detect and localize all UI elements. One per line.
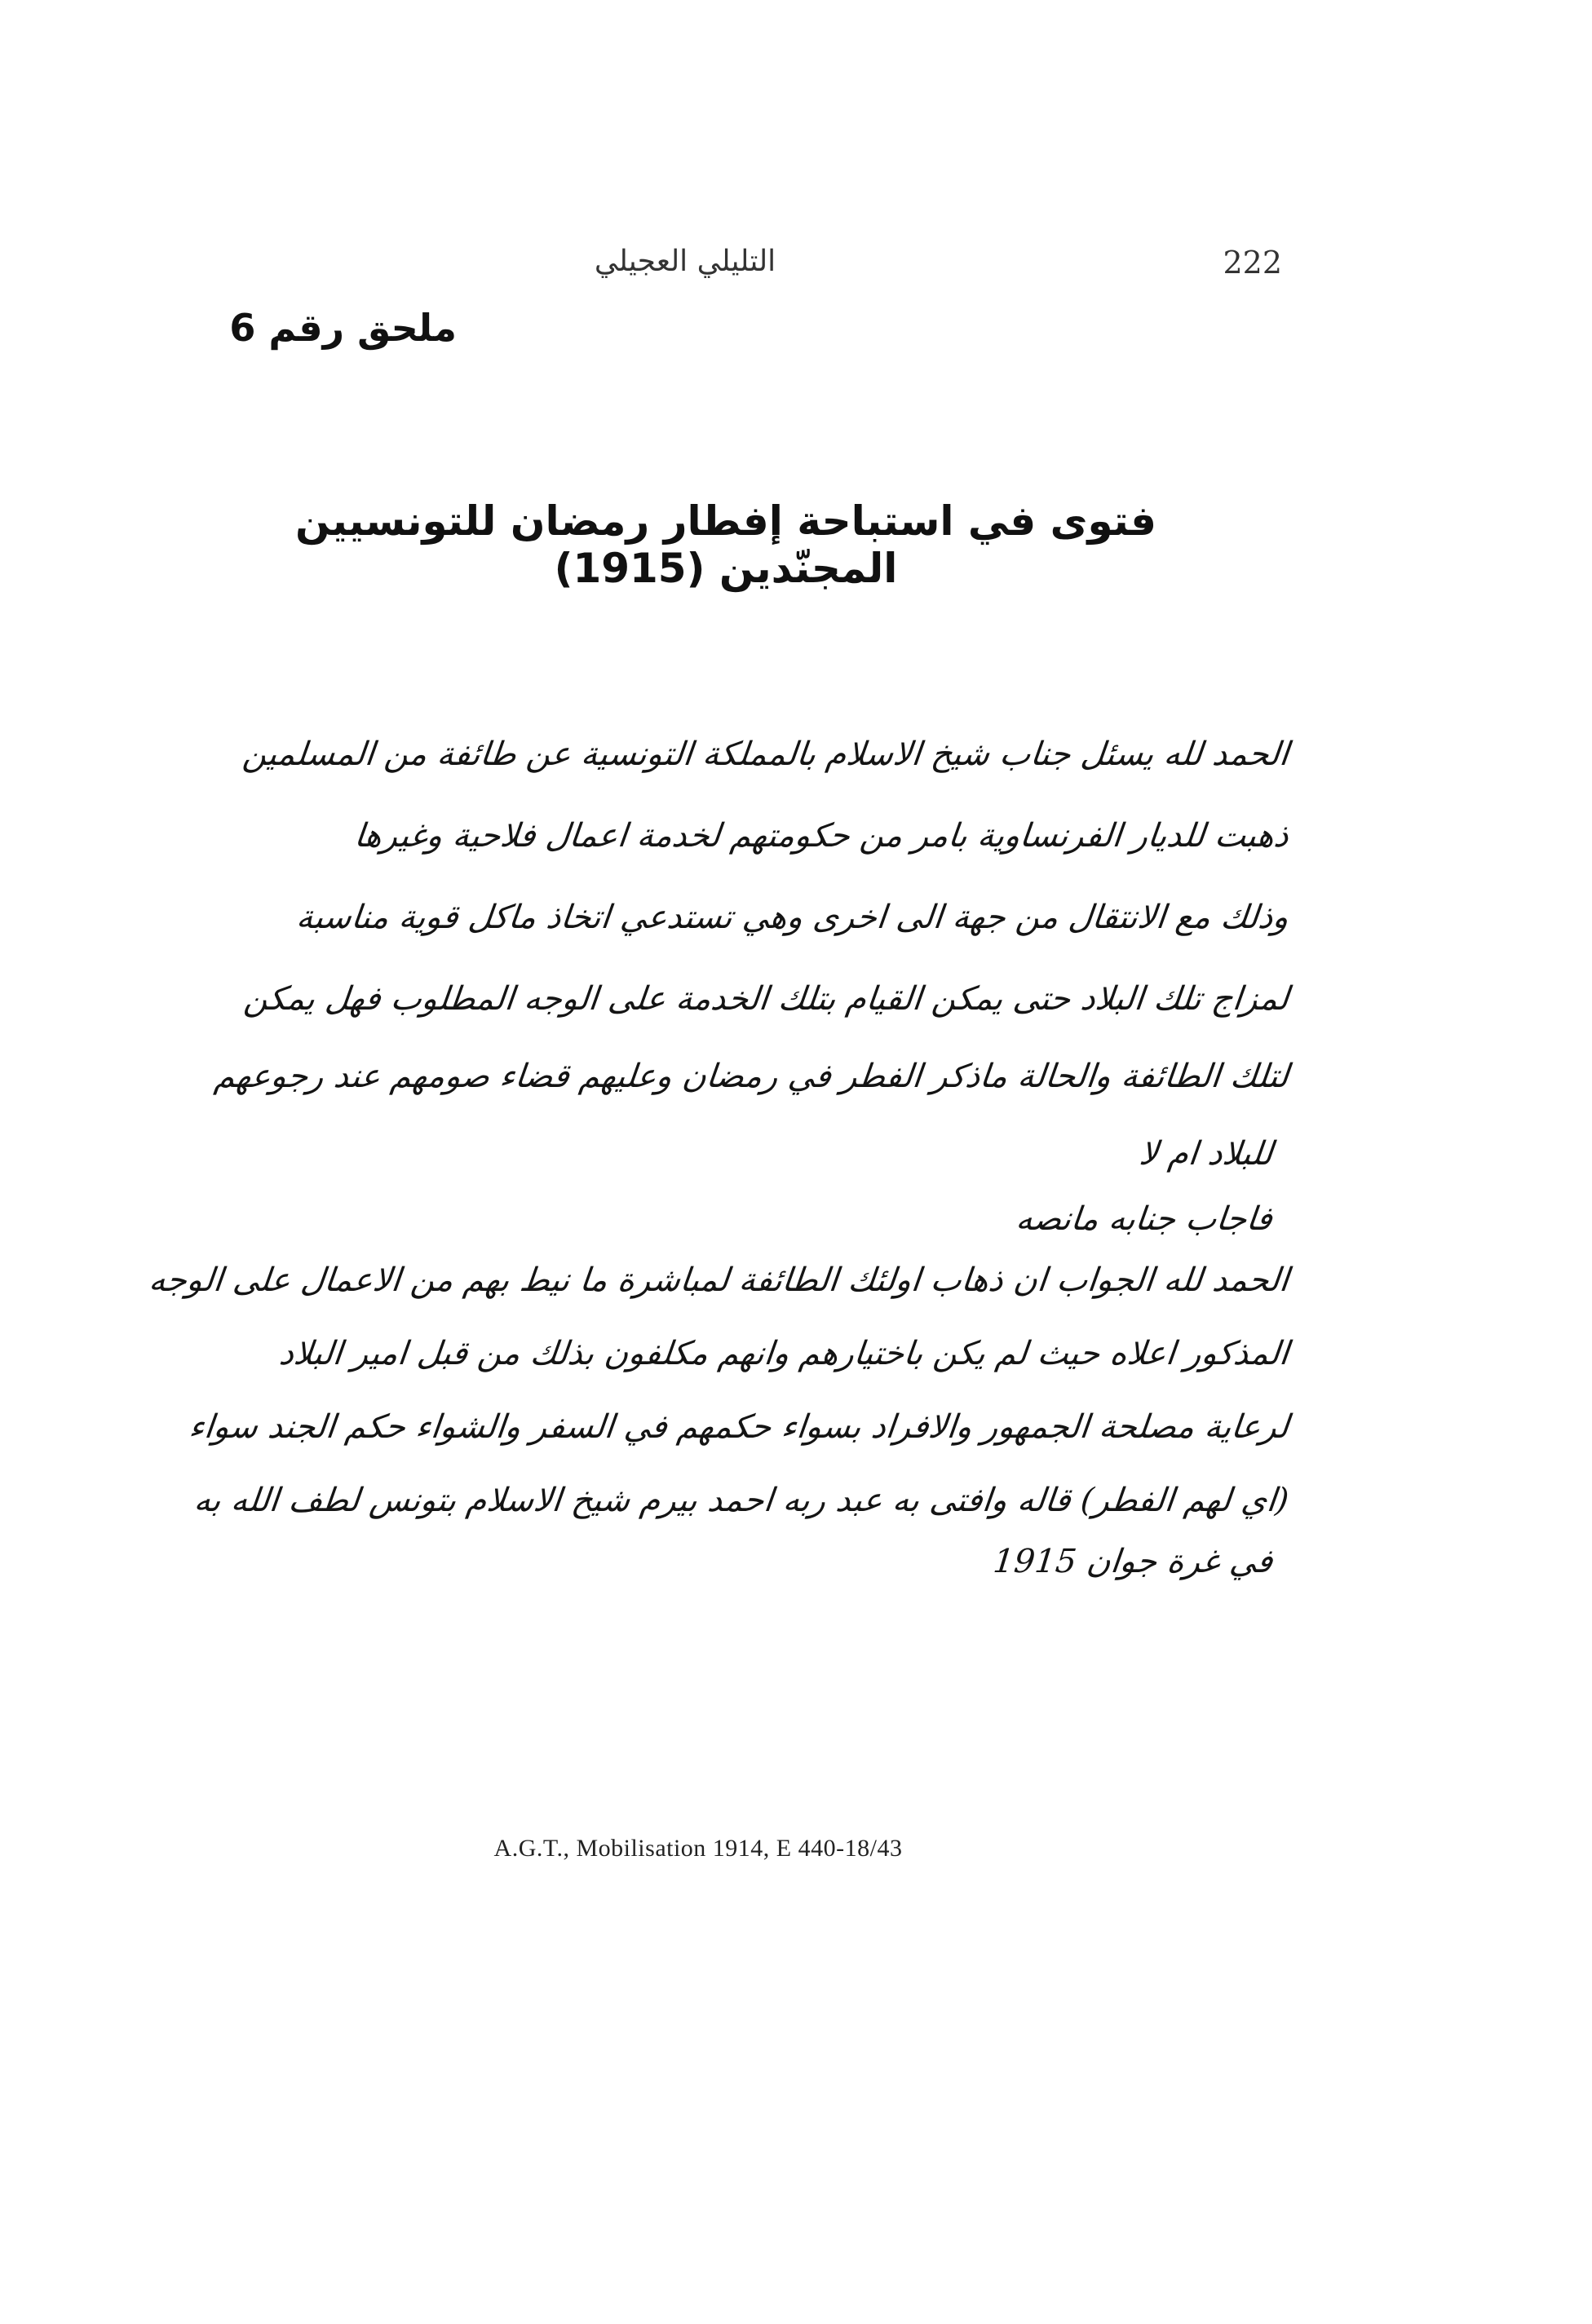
manuscript-line: للبلاد ام لا bbox=[1137, 1135, 1275, 1173]
manuscript-line: الحمد لله يسئل جناب شيخ الاسلام بالمملكة التونسية عن طائفة من المسلمين bbox=[241, 736, 1291, 773]
document-title: فتوى في استباحة إفطار رمضان للتونسيين المجنّدين (1915) bbox=[295, 497, 1156, 592]
handwritten-fatwa bbox=[147, 718, 1291, 1580]
manuscript-line: الحمد لله الجواب ان ذهاب اولئك الطائفة لمباشرة ما نيط بهم من الاعمال على الوجه bbox=[147, 1261, 1291, 1299]
manuscript-line: لرعاية مصلحة الجمهور والافراد بسواء حكمهم في السفر والشواء حكم الجند سواء bbox=[187, 1408, 1291, 1446]
manuscript-line: ذهبت للديار الفرنساوية بامر من حكومتهم لخدمة اعمال فلاحية وغيرها bbox=[352, 817, 1291, 855]
manuscript-line: في غرة جوان 1915 bbox=[991, 1543, 1275, 1580]
manuscript-line: لمزاج تلك البلاد حتى يمكن القيام بتلك الخدمة على الوجه المطلوب فهل يمكن bbox=[241, 980, 1291, 1018]
archive-reference: A.G.T., Mobilisation 1914, E 440-18/43 bbox=[493, 1835, 903, 1862]
annex-label: ملحق رقم 6 bbox=[229, 306, 457, 350]
manuscript-line: (اي لهم الفطر) قاله وافتى به عبد ربه احمد بيرم شيخ الاسلام بتونس لطف الله به bbox=[192, 1482, 1291, 1519]
manuscript-line: وذلك مع الانتقال من جهة الى اخرى وهي تستدعي اتخاذ ماكل قوية مناسبة bbox=[294, 899, 1291, 936]
running-head bbox=[0, 245, 1592, 294]
manuscript-line: لتلك الطائفة والحالة ماذكر الفطر في رمضان وعليهم قضاء صومهم عند رجوعهم bbox=[212, 1058, 1291, 1095]
manuscript-line: فاجاب جنابه مانصه bbox=[1014, 1200, 1275, 1238]
page-number: 222 bbox=[1223, 245, 1282, 281]
manuscript-line: المذكور اعلاه حيث لم يكن باختيارهم وانهم مكلفون بذلك من قبل امير البلاد bbox=[277, 1335, 1291, 1372]
running-title: التليلي العجيلي bbox=[594, 245, 776, 278]
